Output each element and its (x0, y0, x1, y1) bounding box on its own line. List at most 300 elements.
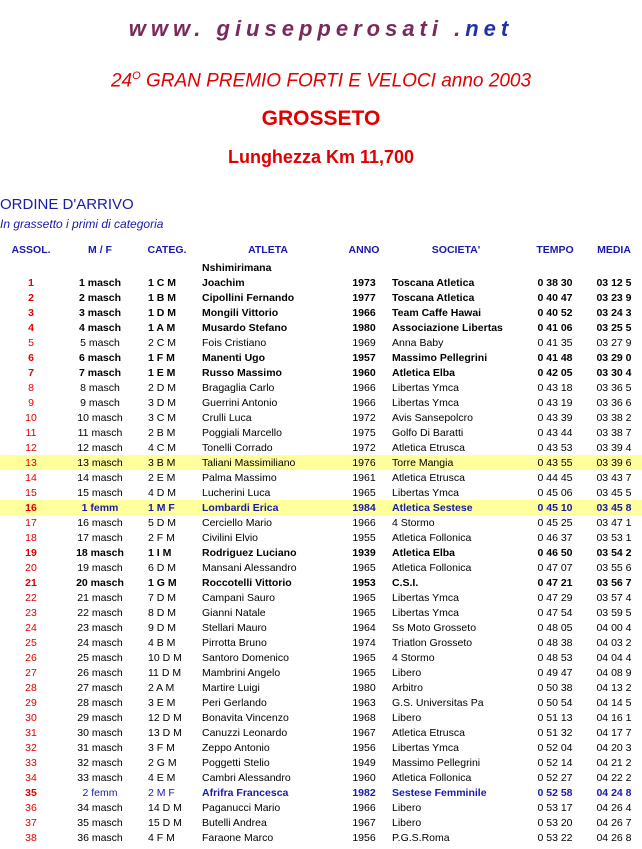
year-cell: 1964 (352, 621, 376, 634)
mf-cell: 2 masch (78, 291, 122, 304)
time-cell: 0 44 45 (537, 471, 573, 484)
category-cell: 4 F M (148, 831, 175, 844)
pace-cell: 03 55 6 (596, 561, 632, 574)
year-cell: 1955 (352, 531, 376, 544)
pos-cell: 24 (25, 621, 37, 634)
athlete-cell: Bonavita Vincenzo (202, 711, 289, 724)
mf-cell: 18 masch (76, 546, 124, 559)
pos-cell: 28 (25, 681, 37, 694)
pace-cell: 04 04 4 (596, 651, 632, 664)
table-row (0, 695, 642, 710)
category-cell: 14 D M (148, 801, 182, 814)
club-cell: Golfo Di Baratti (392, 426, 464, 439)
pace-cell: 04 17 7 (596, 726, 632, 739)
pace-cell: 03 36 6 (596, 396, 632, 409)
time-cell: 0 46 37 (537, 531, 573, 544)
year-cell: 1953 (352, 576, 376, 589)
table-row (0, 815, 642, 830)
table-row (0, 410, 642, 425)
table-row (0, 380, 642, 395)
year-cell: 1960 (352, 366, 376, 379)
pos-cell: 38 (25, 831, 37, 844)
category-cell: 3 D M (148, 396, 177, 409)
athlete-cell: Afrifra Francesca (202, 786, 289, 799)
athlete-cell: Peri Gerlando (202, 696, 267, 709)
year-cell: 1966 (352, 306, 376, 319)
pace-cell: 03 24 3 (596, 306, 632, 319)
year-cell: 1965 (352, 591, 376, 604)
club-cell: Massimo Pellegrini (392, 756, 481, 769)
pace-cell: 04 16 1 (596, 711, 632, 724)
results-table (0, 240, 642, 845)
year-cell: 1968 (352, 711, 376, 724)
table-row (0, 320, 642, 335)
year-cell: 1973 (352, 276, 376, 289)
category-cell: 3 C M (148, 411, 177, 424)
category-cell: 10 D M (148, 651, 182, 664)
pos-cell: 29 (25, 696, 37, 709)
table-row (0, 785, 642, 800)
pos-cell: 17 (25, 516, 37, 529)
time-cell: 0 45 06 (537, 486, 573, 499)
pre-row-name: Nshimirimana (202, 261, 272, 274)
athlete-cell: Cambri Alessandro (202, 771, 291, 784)
time-cell: 0 43 19 (537, 396, 573, 409)
pos-cell: 4 (28, 321, 34, 334)
category-cell: 4 C M (148, 441, 177, 454)
site-banner (0, 16, 642, 42)
athlete-cell: Civilini Elvio (202, 531, 259, 544)
time-cell: 0 53 22 (537, 831, 573, 844)
time-cell: 0 40 47 (537, 291, 573, 304)
athlete-cell: Cipollini Fernando (202, 291, 295, 304)
club-cell: P.G.S.Roma (392, 831, 450, 844)
club-cell: 4 Stormo (392, 651, 435, 664)
category-cell: 2 E M (148, 471, 176, 484)
category-cell: 1 D M (148, 306, 177, 319)
col-societa: SOCIETA' (431, 244, 481, 256)
mf-cell: 32 masch (77, 756, 123, 769)
col-tempo: TEMPO (536, 244, 574, 256)
time-cell: 0 51 13 (537, 711, 573, 724)
mf-cell: 11 masch (77, 426, 123, 439)
pos-cell: 31 (25, 726, 37, 739)
pace-cell: 03 56 7 (596, 576, 632, 589)
pos-cell: 2 (28, 291, 34, 304)
col-media: MEDIA (597, 244, 631, 256)
pos-cell: 33 (25, 756, 37, 769)
year-cell: 1965 (352, 651, 376, 664)
time-cell: 0 42 05 (537, 366, 573, 379)
mf-cell: 22 masch (77, 606, 123, 619)
mf-cell: 7 masch (78, 366, 122, 379)
pos-cell: 37 (25, 816, 37, 829)
club-cell: Triatlon Grosseto (392, 636, 473, 649)
category-cell: 11 D M (148, 666, 182, 679)
pace-cell: 04 24 8 (596, 786, 632, 799)
pos-cell: 21 (25, 576, 37, 589)
table-row (0, 425, 642, 440)
athlete-cell: Poggetti Stelio (202, 756, 270, 769)
pace-cell: 03 12 5 (596, 276, 632, 289)
athlete-cell: Zeppo Antonio (202, 741, 270, 754)
pos-cell: 19 (25, 546, 37, 559)
athlete-cell: Poggiali Marcello (202, 426, 282, 439)
table-row (0, 305, 642, 320)
pace-cell: 04 13 2 (596, 681, 632, 694)
athlete-cell: Bragaglia Carlo (202, 381, 275, 394)
category-cell: 7 D M (148, 591, 177, 604)
club-cell: Avis Sansepolcro (392, 411, 473, 424)
table-row (0, 710, 642, 725)
year-cell: 1966 (352, 396, 376, 409)
pos-cell: 32 (25, 741, 37, 754)
mf-cell: 8 masch (80, 381, 120, 394)
pace-cell: 04 08 9 (596, 666, 632, 679)
pace-cell: 03 39 4 (596, 441, 632, 454)
time-cell: 0 46 50 (537, 546, 573, 559)
mf-cell: 23 masch (77, 621, 123, 634)
mf-cell: 10 masch (77, 411, 123, 424)
pace-cell: 03 38 2 (596, 411, 632, 424)
pos-cell: 13 (0, 455, 62, 470)
year-cell: 1967 (352, 726, 376, 739)
year-cell: 1975 (352, 426, 376, 439)
club-cell: Libero (392, 816, 422, 829)
table-row (0, 290, 642, 305)
mf-cell: 19 masch (77, 561, 123, 574)
pos-cell: 15 (25, 486, 37, 499)
club-cell: 4 Stormo (392, 516, 435, 529)
table-row (0, 470, 642, 485)
year-cell: 1982 (352, 786, 376, 799)
table-row (0, 605, 642, 620)
category-cell: 1 F M (148, 351, 175, 364)
year-cell: 1980 (352, 321, 376, 334)
site-suffix: net (465, 16, 514, 41)
year-cell: 1984 (340, 500, 388, 515)
athlete-cell: Mambrini Angelo (202, 666, 281, 679)
club-cell: Atletica Follonica (392, 561, 472, 574)
athlete-cell: Santoro Domenico (202, 651, 289, 664)
athlete-cell: Taliani Massimiliano (196, 455, 340, 470)
mf-cell: 16 masch (77, 516, 123, 529)
pace-cell: 04 14 5 (596, 696, 632, 709)
pos-cell: 30 (25, 711, 37, 724)
table-row (0, 830, 642, 845)
pos-cell: 14 (25, 471, 37, 484)
pace-cell: 03 57 4 (596, 591, 632, 604)
pace-cell: 03 27 9 (596, 336, 632, 349)
time-cell: 0 45 10 (524, 500, 586, 515)
edition-sup: O (132, 70, 141, 82)
time-cell: 0 41 48 (537, 351, 573, 364)
mf-cell: 15 masch (77, 486, 123, 499)
table-row (0, 740, 642, 755)
table-row (0, 440, 642, 455)
mf-cell: 17 masch (77, 531, 123, 544)
time-cell: 0 48 53 (537, 651, 573, 664)
club-cell: Arbitro (392, 681, 423, 694)
category-cell: 3 E M (148, 696, 176, 709)
club-cell: Libertas Ymca (392, 741, 459, 754)
col-anno: ANNO (348, 244, 380, 256)
mf-cell: 27 masch (77, 681, 123, 694)
pre-row (0, 260, 642, 275)
pos-cell: 22 (25, 591, 37, 604)
club-cell: Libertas Ymca (392, 381, 459, 394)
athlete-cell: Fois Cristiano (202, 336, 267, 349)
time-cell: 0 48 38 (537, 636, 573, 649)
time-cell: 0 52 14 (537, 756, 573, 769)
time-cell: 0 47 54 (537, 606, 573, 619)
athlete-cell: Rodriguez Luciano (202, 546, 297, 559)
club-cell: Atletica Sestese (388, 500, 524, 515)
pace-cell: 03 45 8 (586, 500, 642, 515)
time-cell: 0 41 06 (537, 321, 573, 334)
athlete-cell: Guerrini Antonio (202, 396, 278, 409)
table-row (0, 650, 642, 665)
mf-cell: 13 masch (62, 455, 138, 470)
time-cell: 0 52 04 (537, 741, 573, 754)
pos-cell: 10 (25, 411, 37, 424)
mf-cell: 9 masch (80, 396, 120, 409)
category-cell: 9 D M (148, 621, 177, 634)
athlete-cell: Russo Massimo (202, 366, 282, 379)
table-row (0, 455, 642, 470)
table-row (0, 590, 642, 605)
table-row (0, 680, 642, 695)
table-row (0, 365, 642, 380)
mf-cell: 5 masch (80, 336, 120, 349)
category-cell: 2 B M (148, 426, 176, 439)
pace-cell: 04 26 4 (596, 801, 632, 814)
athlete-cell: Tonelli Corrado (202, 441, 273, 454)
pace-cell: 03 29 0 (596, 351, 632, 364)
mf-cell: 34 masch (77, 801, 123, 814)
year-cell: 1965 (352, 561, 376, 574)
year-cell: 1976 (340, 455, 388, 470)
table-row (0, 755, 642, 770)
pos-cell: 36 (25, 801, 37, 814)
pace-cell: 03 23 9 (596, 291, 632, 304)
athlete-cell: Crulli Luca (202, 411, 252, 424)
edition-number: 24 (110, 70, 133, 92)
table-row (0, 770, 642, 785)
athlete-cell: Paganucci Mario (202, 801, 281, 814)
category-cell: 4 E M (148, 771, 176, 784)
pos-cell: 34 (25, 771, 37, 784)
time-cell: 0 53 20 (537, 816, 573, 829)
table-row (0, 725, 642, 740)
pos-cell: 26 (25, 651, 37, 664)
pos-cell: 8 (28, 381, 34, 394)
category-cell: 1 B M (148, 291, 177, 304)
mf-cell: 12 masch (77, 441, 123, 454)
pos-cell: 11 (25, 426, 37, 439)
year-cell: 1967 (352, 816, 376, 829)
mf-cell: 28 masch (77, 696, 123, 709)
category-cell: 2 G M (148, 756, 177, 769)
athlete-cell: Roccotelli Vittorio (202, 576, 292, 589)
athlete-cell: Mongili Vittorio (202, 306, 279, 319)
table-row (0, 620, 642, 635)
table-row (0, 560, 642, 575)
mf-cell: 4 masch (78, 321, 122, 334)
club-cell: Atletica Follonica (392, 531, 472, 544)
pace-cell: 03 43 7 (596, 471, 632, 484)
table-row (0, 335, 642, 350)
club-cell: Team Caffe Hawai (392, 306, 482, 319)
pace-cell: 04 22 2 (596, 771, 632, 784)
col-assol: ASSOL. (11, 244, 51, 256)
year-cell: 1956 (352, 741, 376, 754)
athlete-cell: Mansani Alessandro (202, 561, 297, 574)
time-cell: 0 48 05 (537, 621, 573, 634)
mf-cell: 6 masch (78, 351, 122, 364)
mf-cell: 30 masch (77, 726, 123, 739)
pos-cell: 3 (28, 306, 34, 319)
time-cell: 0 47 21 (537, 576, 573, 589)
club-cell: Atletica Etrusca (392, 441, 465, 454)
club-cell: Libertas Ymca (392, 606, 459, 619)
athlete-cell: Canuzzi Leonardo (202, 726, 288, 739)
mf-cell: 24 masch (77, 636, 123, 649)
table-row (0, 635, 642, 650)
athlete-cell: Musardo Stefano (202, 321, 288, 334)
club-cell: Libertas Ymca (392, 591, 459, 604)
pos-cell: 16 (0, 500, 62, 515)
title-rest: GRAN PREMIO FORTI E VELOCI anno 2003 (140, 70, 532, 92)
club-cell: Libero (392, 666, 422, 679)
pace-cell: 04 03 2 (596, 636, 632, 649)
category-cell: 3 F M (148, 741, 175, 754)
year-cell: 1977 (352, 291, 376, 304)
table-row (0, 665, 642, 680)
time-cell: 0 51 32 (537, 726, 573, 739)
time-cell: 0 50 54 (537, 696, 573, 709)
category-cell: 1 C M (148, 276, 177, 289)
club-cell: G.S. Universitas Pa (392, 696, 484, 709)
pace-cell: 03 54 2 (596, 546, 632, 559)
club-cell: Atletica Etrusca (392, 726, 465, 739)
race-length: Lunghezza Km 11,700 (227, 147, 415, 167)
mf-cell: 29 masch (77, 711, 123, 724)
year-cell: 1939 (352, 546, 376, 559)
club-cell: Atletica Etrusca (392, 471, 465, 484)
time-cell: 0 38 30 (537, 276, 573, 289)
race-title (0, 70, 642, 92)
category-cell: 2 F M (148, 531, 175, 544)
club-cell: Libero (392, 711, 422, 724)
pos-cell: 25 (25, 636, 37, 649)
mf-cell: 25 masch (77, 651, 123, 664)
category-cell: 8 D M (148, 606, 177, 619)
mf-cell: 14 masch (77, 471, 123, 484)
category-cell: 1 A M (148, 321, 176, 334)
mf-cell: 33 masch (77, 771, 123, 784)
category-cell: 15 D M (148, 816, 182, 829)
col-mf: M / F (88, 244, 112, 256)
mf-cell: 21 masch (77, 591, 123, 604)
club-cell: Atletica Elba (392, 366, 456, 379)
table-row (0, 500, 642, 515)
pace-cell: 04 00 4 (596, 621, 632, 634)
year-cell: 1972 (352, 411, 376, 424)
club-cell: Associazione Libertas (392, 321, 503, 334)
athlete-cell: Butelli Andrea (202, 816, 267, 829)
athlete-cell: Stellari Mauro (202, 621, 267, 634)
pace-cell: 03 59 5 (596, 606, 632, 619)
category-cell: 1 M F (138, 500, 196, 515)
club-cell: Anna Baby (392, 336, 444, 349)
time-cell: 0 43 53 (537, 441, 573, 454)
category-cell: 2 D M (148, 381, 177, 394)
pos-cell: 6 (28, 351, 34, 364)
club-cell: C.S.I. (392, 576, 419, 589)
pace-cell: 03 39 6 (586, 455, 642, 470)
order-title: ORDINE D'ARRIVO (0, 196, 134, 213)
athlete-cell: Pirrotta Bruno (202, 636, 267, 649)
pos-cell: 12 (25, 441, 37, 454)
pos-cell: 5 (28, 336, 34, 349)
pos-cell: 18 (25, 531, 37, 544)
category-cell: 4 B M (148, 636, 176, 649)
athlete-cell: Manenti Ugo (202, 351, 265, 364)
header-row (0, 240, 642, 260)
pos-cell: 9 (28, 396, 34, 409)
year-cell: 1969 (352, 336, 376, 349)
col-atleta: ATLETA (248, 244, 288, 256)
pace-cell: 03 53 1 (596, 531, 632, 544)
pos-cell: 1 (28, 276, 34, 289)
table-row (0, 485, 642, 500)
pace-cell: 04 20 3 (596, 741, 632, 754)
pos-cell: 35 (25, 786, 37, 799)
club-cell: Libertas Ymca (392, 486, 459, 499)
year-cell: 1956 (352, 831, 376, 844)
table-row (0, 800, 642, 815)
category-cell: 13 D M (148, 726, 182, 739)
mf-cell: 36 masch (77, 831, 123, 844)
year-cell: 1957 (352, 351, 376, 364)
pace-cell: 03 38 7 (596, 426, 632, 439)
club-cell: Atletica Follonica (392, 771, 472, 784)
table-row (0, 545, 642, 560)
race-city: GROSSETO (261, 107, 381, 130)
time-cell: 0 49 47 (537, 666, 573, 679)
pos-cell: 7 (28, 366, 34, 379)
pace-cell: 03 45 5 (596, 486, 632, 499)
year-cell: 1963 (352, 696, 376, 709)
time-cell: 0 43 39 (537, 411, 573, 424)
athlete-cell: Faraone Marco (202, 831, 274, 844)
year-cell: 1972 (352, 441, 376, 454)
category-cell: 2 M F (148, 786, 175, 799)
table-row (0, 350, 642, 365)
pos-cell: 20 (25, 561, 37, 574)
club-cell: Ss Moto Grosseto (392, 621, 477, 634)
category-cell: 1 E M (148, 366, 176, 379)
club-cell: Libertas Ymca (392, 396, 459, 409)
year-cell: 1965 (352, 666, 376, 679)
mf-cell: 31 masch (77, 741, 123, 754)
pace-cell: 03 47 1 (596, 516, 632, 529)
category-cell: 5 D M (148, 516, 177, 529)
time-cell: 0 47 07 (537, 561, 573, 574)
table-row (0, 395, 642, 410)
year-cell: 1961 (352, 471, 376, 484)
